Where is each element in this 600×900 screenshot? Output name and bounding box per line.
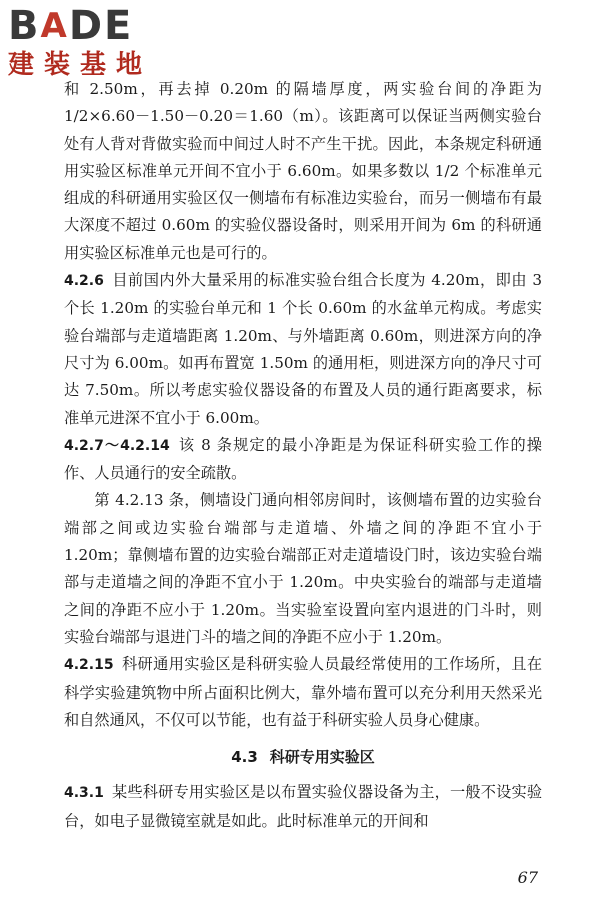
paragraph-continued: 和 2.50m，再去掉 0.20m 的隔墙厚度，两实验台间的净距为 1/2×6.60－1.50－0.20＝1.60（m）。该距离可以保证当两侧实验台处有人背对背做实验而中间过人时不产生干扰。因此，本条规定科研通用实验区标准单元开间不宜小于 6.60m。如果多数以 1/2 个标准单元组成的科研通用实验区仅一侧墙布有标准边实验台，而另一侧墙布有最大深度不超过 0.60m 的实验仪器设备时，则采用开间为 6m 的科研通用实验区标准单元也是可行的。 — [64, 80, 542, 262]
paragraph-4-2-13: 第 4.2.13 条，侧墙设门通向相邻房间时，该侧墙布置的边实验台端部之间或边实验台端部与走道墙、外墙之间的净距不宜小于 1.20m；靠侧墙布置的边实验台端部正对走道墙设门时，该边实验台端部与走道墙之间的净距不宜小于 1.20m。中央实验台的端部与走道墙之间的净距不应小于 1.20m。当实验室设置向室内退进的门斗时，则实验台端部与退进门斗的墙之间的净距不应小于 1.20m。 — [64, 491, 542, 646]
logo-brand: B A D E — [8, 3, 134, 49]
clause-4-2-6: 4.2.6 目前国内外大量采用的标准实验台组合长度为 4.20m，即由 3 个长 1.20m 的实验台单元和 1 个长 0.60m 的水盆单元构成。考虑实验台端部与走道墙距离 1.20m、与外墙距离 0.60m，则进深方向的净尺寸为 6.00m。如再布置宽 1.50m 的通用柜，则进深方向的净尺寸可达 7.50m。所以考虑实验仪器设备的布置及人员的通行距离要求，标准单元进深不宜小于 6.00m。 — [64, 271, 542, 427]
document-body — [64, 76, 542, 835]
logo-subtitle: 建装基地 — [8, 50, 153, 80]
clause-4-2-7-14: 4.2.7～4.2.14 该 8 条规定的最小净距是为保证科研实验工作的操作、人员通行的安全疏散。 — [64, 435, 542, 483]
section-number: 4.3 — [231, 748, 258, 767]
clause-number: 4.2.7～4.2.14 — [64, 437, 170, 454]
clause-4-2-15: 4.2.15 科研通用实验区是科研实验人员最经常使用的工作场所，且在科学实验建筑物中所占面积比例大，靠外墙布置可以充分利用天然采光和自然通风，不仅可以节能，也有益于科研实验人员身心健康。 — [64, 655, 542, 729]
clause-number: 4.2.15 — [64, 657, 114, 674]
clause-number: 4.3.1 — [64, 785, 104, 802]
section-title: 科研专用实验区 — [269, 748, 375, 767]
clause-4-3-1: 4.3.1 某些科研专用实验区是以布置实验仪器设备为主，一般不设实验台，如电子显微镜室就是如此。此时标准单元的开间和 — [64, 783, 542, 830]
page-number: 67 — [517, 868, 538, 887]
clause-number: 4.2.6 — [64, 273, 104, 290]
section-heading — [64, 744, 542, 771]
bade-logo — [8, 4, 178, 80]
